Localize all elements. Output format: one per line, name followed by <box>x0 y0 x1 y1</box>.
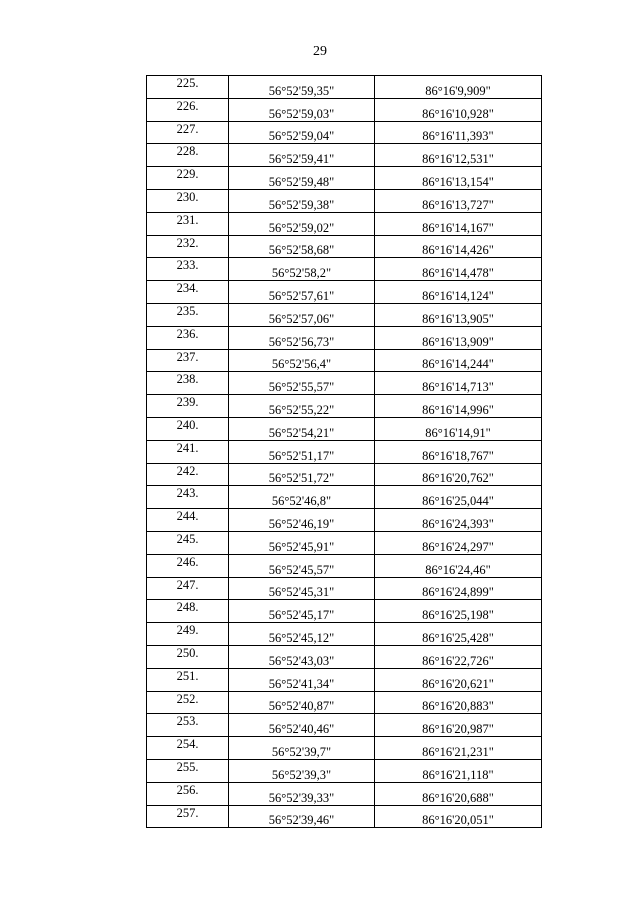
latitude-cell: 56°52'59,48" <box>229 167 375 190</box>
table-row <box>147 281 542 304</box>
longitude-cell: 86°16'9,909" <box>375 76 542 99</box>
point-number-cell: 245. <box>147 531 229 554</box>
longitude-cell: 86°16'13,905" <box>375 303 542 326</box>
longitude-cell: 86°16'14,713" <box>375 372 542 395</box>
latitude-cell: 56°52'45,57" <box>229 554 375 577</box>
table-row <box>147 349 542 372</box>
table-row <box>147 121 542 144</box>
longitude-cell: 86°16'24,899" <box>375 577 542 600</box>
longitude-cell: 86°16'25,198" <box>375 600 542 623</box>
latitude-cell: 56°52'59,41" <box>229 144 375 167</box>
point-number-cell: 228. <box>147 144 229 167</box>
longitude-cell: 86°16'13,909" <box>375 326 542 349</box>
point-number-cell: 232. <box>147 235 229 258</box>
point-number-cell: 253. <box>147 714 229 737</box>
longitude-cell: 86°16'20,051" <box>375 805 542 828</box>
latitude-cell: 56°52'59,04" <box>229 121 375 144</box>
latitude-cell: 56°52'39,46" <box>229 805 375 828</box>
latitude-cell: 56°52'45,31" <box>229 577 375 600</box>
latitude-cell: 56°52'56,4" <box>229 349 375 372</box>
longitude-cell: 86°16'20,688" <box>375 782 542 805</box>
latitude-cell: 56°52'55,57" <box>229 372 375 395</box>
latitude-cell: 56°52'40,87" <box>229 691 375 714</box>
latitude-cell: 56°52'54,21" <box>229 417 375 440</box>
longitude-cell: 86°16'25,044" <box>375 486 542 509</box>
latitude-cell: 56°52'56,73" <box>229 326 375 349</box>
longitude-cell: 86°16'20,987" <box>375 714 542 737</box>
latitude-cell: 56°52'39,3" <box>229 759 375 782</box>
table-row <box>147 668 542 691</box>
point-number-cell: 254. <box>147 737 229 760</box>
latitude-cell: 56°52'59,03" <box>229 98 375 121</box>
longitude-cell: 86°16'14,244" <box>375 349 542 372</box>
point-number-cell: 248. <box>147 600 229 623</box>
table-row <box>147 98 542 121</box>
longitude-cell: 86°16'21,231" <box>375 737 542 760</box>
latitude-cell: 56°52'55,22" <box>229 395 375 418</box>
longitude-cell: 86°16'10,928" <box>375 98 542 121</box>
longitude-cell: 86°16'22,726" <box>375 645 542 668</box>
point-number-cell: 250. <box>147 645 229 668</box>
latitude-cell: 56°52'45,12" <box>229 623 375 646</box>
latitude-cell: 56°52'46,8" <box>229 486 375 509</box>
table-row <box>147 600 542 623</box>
point-number-cell: 244. <box>147 509 229 532</box>
longitude-cell: 86°16'14,167" <box>375 212 542 235</box>
point-number-cell: 246. <box>147 554 229 577</box>
table-row <box>147 303 542 326</box>
longitude-cell: 86°16'14,996" <box>375 395 542 418</box>
table-row <box>147 212 542 235</box>
table-row <box>147 531 542 554</box>
table-row <box>147 805 542 828</box>
longitude-cell: 86°16'20,762" <box>375 463 542 486</box>
latitude-cell: 56°52'39,33" <box>229 782 375 805</box>
longitude-cell: 86°16'13,154" <box>375 167 542 190</box>
longitude-cell: 86°16'20,621" <box>375 668 542 691</box>
table-row <box>147 759 542 782</box>
table-row <box>147 372 542 395</box>
table-row <box>147 737 542 760</box>
latitude-cell: 56°52'59,02" <box>229 212 375 235</box>
table-row <box>147 463 542 486</box>
longitude-cell: 86°16'13,727" <box>375 189 542 212</box>
point-number-cell: 257. <box>147 805 229 828</box>
latitude-cell: 56°52'46,19" <box>229 509 375 532</box>
point-number-cell: 230. <box>147 189 229 212</box>
latitude-cell: 56°52'57,61" <box>229 281 375 304</box>
table-row <box>147 258 542 281</box>
latitude-cell: 56°52'51,17" <box>229 440 375 463</box>
latitude-cell: 56°52'41,34" <box>229 668 375 691</box>
longitude-cell: 86°16'11,393" <box>375 121 542 144</box>
latitude-cell: 56°52'59,38" <box>229 189 375 212</box>
longitude-cell: 86°16'18,767" <box>375 440 542 463</box>
table-row <box>147 189 542 212</box>
point-number-cell: 241. <box>147 440 229 463</box>
table-row <box>147 486 542 509</box>
table-row <box>147 417 542 440</box>
latitude-cell: 56°52'58,2" <box>229 258 375 281</box>
point-number-cell: 233. <box>147 258 229 281</box>
coordinates-table-body <box>147 76 542 828</box>
point-number-cell: 235. <box>147 303 229 326</box>
latitude-cell: 56°52'57,06" <box>229 303 375 326</box>
point-number-cell: 243. <box>147 486 229 509</box>
table-row <box>147 509 542 532</box>
longitude-cell: 86°16'20,883" <box>375 691 542 714</box>
table-row <box>147 76 542 99</box>
longitude-cell: 86°16'24,46" <box>375 554 542 577</box>
longitude-cell: 86°16'14,124" <box>375 281 542 304</box>
table-row <box>147 144 542 167</box>
point-number-cell: 251. <box>147 668 229 691</box>
page-number: 29 <box>313 44 327 59</box>
latitude-cell: 56°52'45,91" <box>229 531 375 554</box>
point-number-cell: 227. <box>147 121 229 144</box>
longitude-cell: 86°16'14,426" <box>375 235 542 258</box>
point-number-cell: 225. <box>147 76 229 99</box>
point-number-cell: 242. <box>147 463 229 486</box>
point-number-cell: 237. <box>147 349 229 372</box>
latitude-cell: 56°52'45,17" <box>229 600 375 623</box>
point-number-cell: 252. <box>147 691 229 714</box>
point-number-cell: 236. <box>147 326 229 349</box>
table-row <box>147 782 542 805</box>
table-row <box>147 714 542 737</box>
latitude-cell: 56°52'59,35" <box>229 76 375 99</box>
latitude-cell: 56°52'51,72" <box>229 463 375 486</box>
point-number-cell: 231. <box>147 212 229 235</box>
longitude-cell: 86°16'25,428" <box>375 623 542 646</box>
table-row <box>147 577 542 600</box>
table-row <box>147 440 542 463</box>
latitude-cell: 56°52'39,7" <box>229 737 375 760</box>
table-row <box>147 235 542 258</box>
table-row <box>147 395 542 418</box>
longitude-cell: 86°16'14,478" <box>375 258 542 281</box>
point-number-cell: 226. <box>147 98 229 121</box>
point-number-cell: 256. <box>147 782 229 805</box>
table-row <box>147 326 542 349</box>
latitude-cell: 56°52'40,46" <box>229 714 375 737</box>
point-number-cell: 229. <box>147 167 229 190</box>
table-row <box>147 554 542 577</box>
table-row <box>147 691 542 714</box>
point-number-cell: 238. <box>147 372 229 395</box>
point-number-cell: 247. <box>147 577 229 600</box>
longitude-cell: 86°16'12,531" <box>375 144 542 167</box>
table-row <box>147 645 542 668</box>
longitude-cell: 86°16'24,297" <box>375 531 542 554</box>
latitude-cell: 56°52'58,68" <box>229 235 375 258</box>
table-row <box>147 623 542 646</box>
point-number-cell: 255. <box>147 759 229 782</box>
point-number-cell: 240. <box>147 417 229 440</box>
latitude-cell: 56°52'43,03" <box>229 645 375 668</box>
point-number-cell: 249. <box>147 623 229 646</box>
longitude-cell: 86°16'24,393" <box>375 509 542 532</box>
table-row <box>147 167 542 190</box>
coordinates-table <box>146 75 542 828</box>
point-number-cell: 239. <box>147 395 229 418</box>
point-number-cell: 234. <box>147 281 229 304</box>
longitude-cell: 86°16'14,91" <box>375 417 542 440</box>
longitude-cell: 86°16'21,118" <box>375 759 542 782</box>
